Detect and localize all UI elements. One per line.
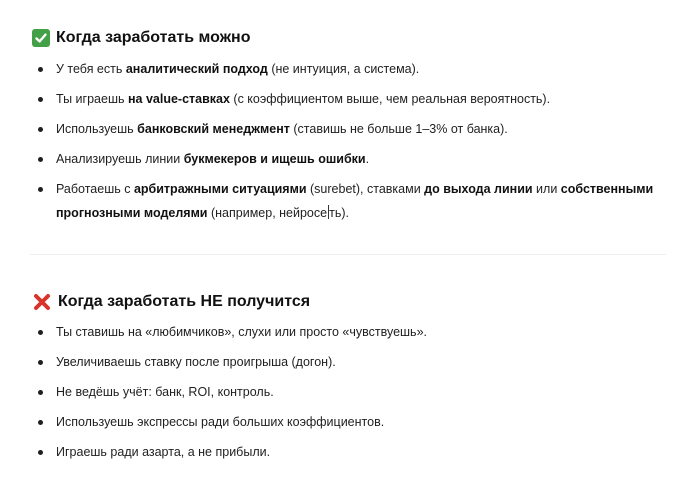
section-cannot-earn [0,288,700,470]
list-item [0,57,700,81]
section-divider [30,254,666,255]
list-item [0,147,700,171]
text-segment: (surebet), ставками [306,182,425,196]
text-segment: У тебя есть [56,62,126,76]
bullet-dot [38,187,43,192]
text-segment: (ставишь не больше 1–3% от банка). [289,122,508,136]
text-segment: (с коэффициентом выше, чем реальная вероятность). [229,92,551,106]
can-earn-list [0,57,700,225]
list-item [0,117,700,141]
bullet-dot [38,420,43,425]
bold-text: на value-ставках [127,92,230,106]
green-checkmark-icon [32,29,50,47]
bullet-dot [38,390,43,395]
list-item [0,87,700,111]
bold-text: до выхода линии [424,182,533,196]
text-segment: . [365,152,370,166]
list-item [0,380,700,404]
bullet-dot [38,157,43,162]
list-item [0,410,700,434]
text-segment: Увеличиваешь ставку после проигрыша (догон). [56,355,336,369]
section-title: Когда заработать НЕ получится [58,293,311,310]
text-segment: ть). [329,206,349,220]
section-can-earn [0,24,700,231]
list-item [0,350,700,374]
text-segment: Играешь ради азарта, а не прибыли. [56,445,271,459]
bold-text: аналитический подход [125,62,268,76]
list-item [0,440,700,464]
bullet-dot [38,360,43,365]
text-segment: Используешь экспрессы ради больших коэффициентов. [56,415,385,429]
text-segment: или [532,182,561,196]
text-segment: Используешь [56,122,138,136]
bullet-dot [38,67,43,72]
cannot-earn-list [0,320,700,464]
list-item [0,320,700,344]
text-segment: (не интуиция, а система). [267,62,420,76]
text-segment: Ты ставишь на «любимчиков», слухи или просто «чувствуешь». [56,325,427,339]
section-heading-can-earn [32,24,700,52]
red-cross-icon [32,292,52,312]
bold-text: банковский менеджмент [137,122,290,136]
text-segment: Работаешь с [56,182,134,196]
bullet-dot [38,127,43,132]
bold-text: арбитражными ситуациями [133,182,307,196]
section-title: Когда заработать можно [56,29,251,46]
text-segment: Не ведёшь учёт: банк, ROI, контроль. [56,385,274,399]
bold-text: букмекеров и ищешь ошибки [183,152,366,166]
bullet-dot [38,450,43,455]
text-segment: (например, нейросе [207,206,328,220]
bold-text: собственными прогнозными моделями [56,182,654,220]
section-heading-cannot-earn [32,288,700,316]
bullet-dot [38,97,43,102]
text-segment: Ты играешь [56,92,128,106]
list-item [0,177,700,225]
text-segment: Анализируешь линии [56,152,184,166]
bullet-dot [38,330,43,335]
